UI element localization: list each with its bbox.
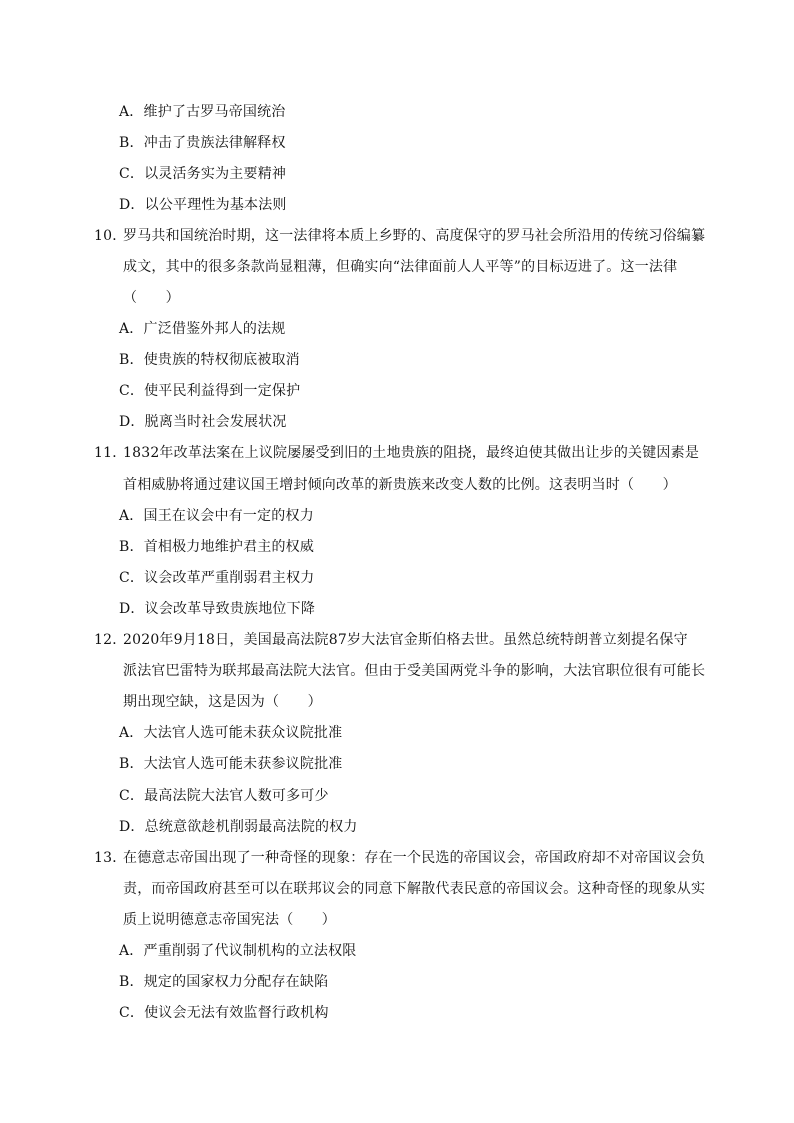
q9-option-b: B．冲击了贵族法律解释权	[119, 135, 286, 151]
q10-option-c: C．使平民利益得到一定保护	[119, 383, 301, 399]
q12-stem-line-3: 期出现空缺，这是因为（ ）	[123, 694, 322, 710]
q10-stem-line-1: 罗马共和国统治时期，这一法律将本质上乡野的、高度保守的罗马社会所沿用的传统习俗编纂	[123, 228, 706, 244]
q12-option-c: C．最高法院大法官人数可多可少	[119, 788, 329, 804]
q11-option-c: C．议会改革严重削弱君主权力	[119, 570, 315, 586]
q12-option-b: B．大法官人选可能未获参议院批准	[119, 756, 343, 772]
q12-stem-line-1: 2020年9月18日，美国最高法院87岁大法官金斯伯格去世。虽然总统特朗普立刻提名保守	[123, 632, 688, 648]
q9-option-a: A．维护了古罗马帝国统治	[119, 104, 286, 120]
q9-option-c: C．以灵活务实为主要精神	[119, 166, 287, 182]
q10-option-d: D．脱离当时社会发展状况	[119, 414, 287, 430]
q11-option-d: D．议会改革导致贵族地位下降	[119, 601, 316, 617]
q10-option-b: B．使贵族的特权彻底被取消	[119, 352, 300, 368]
q12-number: 12．	[94, 632, 127, 648]
q12-option-d: D．总统意欲趁机削弱最高法院的权力	[119, 819, 358, 835]
q13-number: 13．	[94, 850, 127, 866]
q13-option-b: B．规定的国家权力分配存在缺陷	[119, 974, 329, 990]
q11-stem-line-2: 首相威胁将通过建议国王增封倾向改革的新贵族来改变人数的比例。这表明当时（ ）	[123, 477, 677, 493]
q13-option-a: A．严重削弱了代议制机构的立法权限	[119, 943, 357, 959]
q11-option-a: A．国王在议会中有一定的权力	[119, 508, 314, 524]
q11-option-b: B．首相极力地维护君主的权威	[119, 539, 315, 555]
q13-stem-line-1: 在德意志帝国出现了一种奇怪的现象：存在一个民选的帝国议会，帝国政府却不对帝国议会负	[123, 850, 706, 866]
q13-option-c: C．使议会无法有效监督行政机构	[119, 1005, 329, 1021]
q10-option-a: A．广泛借鉴外邦人的法规	[119, 321, 286, 337]
q10-number: 10．	[94, 228, 127, 244]
q13-stem-line-3: 质上说明德意志帝国宪法（ ）	[123, 912, 336, 928]
q13-stem-line-2: 责，而帝国政府甚至可以在联邦议会的同意下解散代表民意的帝国议会。这种奇怪的现象从实	[123, 881, 706, 897]
q11-stem-line-1: 1832年改革法案在上议院屡屡受到旧的土地贵族的阻挠，最终迫使其做出让步的关键因素是	[123, 445, 700, 461]
q9-option-d: D．以公平理性为基本法则	[119, 197, 287, 213]
q11-number: 11．	[94, 445, 127, 461]
q12-option-a: A．大法官人选可能未获众议院批准	[119, 725, 343, 741]
q12-stem-line-2: 派法官巴雷特为联邦最高法院大法官。但由于受美国两党斗争的影响，大法官职位很有可能长	[123, 663, 706, 679]
q10-stem-line-3: （ ）	[123, 290, 180, 306]
q10-stem-line-2: 成文，其中的很多条款尚显粗薄，但确实向“法律面前人人平等”的目标迈进了。这一法律	[123, 259, 678, 275]
